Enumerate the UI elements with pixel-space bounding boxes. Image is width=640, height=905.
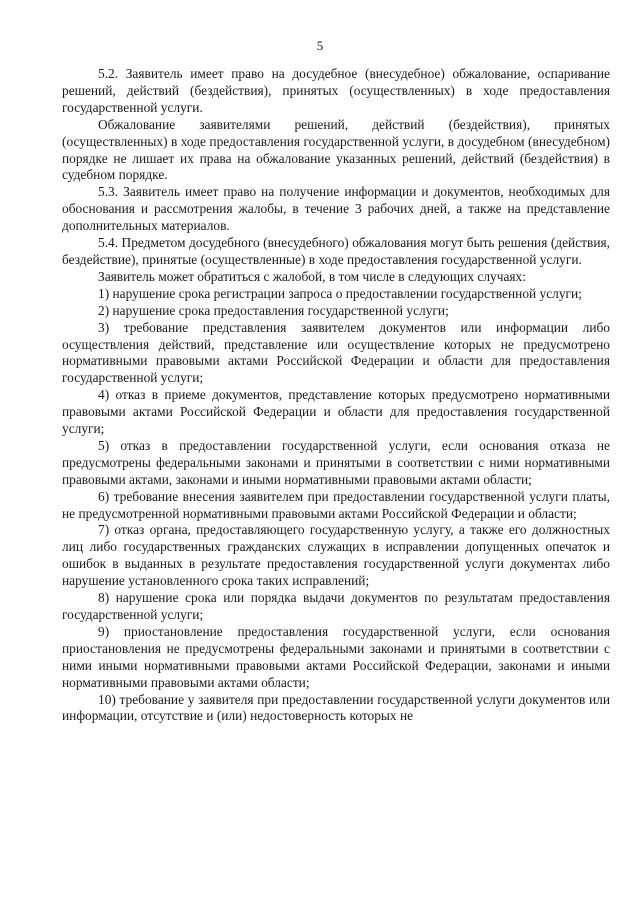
- list-item-10: 10) требование у заявителя при предоставлении государственной услуги документов или информации, отсутствие и (или) недостоверность которых не: [62, 691, 610, 724]
- list-item-7: 7) отказ органа, предоставляющего государственную услугу, а также его должностных лиц либо государственных гражданских служащих в исправлении допущенных опечаток и ошибок в выданных в результате предоставления государственной услуги документах либо нарушение установленного срока таких исправлений;: [62, 522, 610, 589]
- list-item-6: 6) требование внесения заявителем при предоставлении государственной услуги платы, не предусмотренной нормативными правовыми актами Российской Федерации и области;: [62, 488, 610, 521]
- paragraph-5-3: 5.3. Заявитель имеет право на получение информации и документов, необходимых для обоснования и рассмотрения жалобы, в течение 3 рабочих дней, а также на представление дополнительных материалов.: [62, 184, 610, 234]
- list-item-2: 2) нарушение срока предоставления государственной услуги;: [98, 302, 449, 318]
- list-item-8: 8) нарушение срока или порядка выдачи документов по результатам предоставления государственной услуги;: [62, 590, 610, 622]
- page-number: 5: [316, 38, 324, 53]
- list-item-5: 5) отказ в предоставлении государственной услуги, если основания отказа не предусмотрены федеральными законами и принятыми в соответствии с ними нормативными правовыми актами, законами и иными нормативными правовыми актами области;: [62, 437, 610, 487]
- paragraph-5-4: 5.4. Предметом досудебного (внесудебного) обжалования могут быть решения (действия, бездействие), принятые (осуществленные) в ходе предоставления государственной услуги.: [62, 235, 610, 267]
- paragraph-appeal-rights: Обжалование заявителями решений, действий (бездействия), принятых (осуществленных) в ходе предоставления государственной услуги, в досудебном (внесудебном) порядке не лишает их права на обжалование указанных решений, действий (бездействия) в судебном порядке.: [62, 116, 610, 183]
- paragraph-5-2: 5.2. Заявитель имеет право на досудебное (внесудебное) обжалование, оспаривание решений, действий (бездействия), принятых (осуществленных) в ходе предоставления государственной услуги.: [62, 66, 610, 115]
- list-item-1: 1) нарушение срока регистрации запроса о предоставлении государственной услуги;: [98, 285, 582, 301]
- paragraph-cases-intro: Заявитель может обратиться с жалобой, в том числе в следующих случаях:: [98, 268, 526, 284]
- list-item-3: 3) требование представления заявителем документов или информации либо осуществления действий, представление или осуществление которых не предусмотрено нормативными правовыми актами Российской Федерации и области для предоставления государственной услуги;: [62, 319, 610, 386]
- document-body: [62, 66, 610, 725]
- list-item-4: 4) отказ в приеме документов, представление которых предусмотрено нормативными правовыми актами Российской Федерации и области для предоставления государственной услуги;: [62, 387, 610, 437]
- list-item-9: 9) приостановление предоставления государственной услуги, если основания приостановления не предусмотрены федеральными законами и принятыми в соответствии с ними иными нормативными правовыми актами Российской Федерации, законами и иными нормативными правовыми актами области;: [62, 623, 610, 690]
